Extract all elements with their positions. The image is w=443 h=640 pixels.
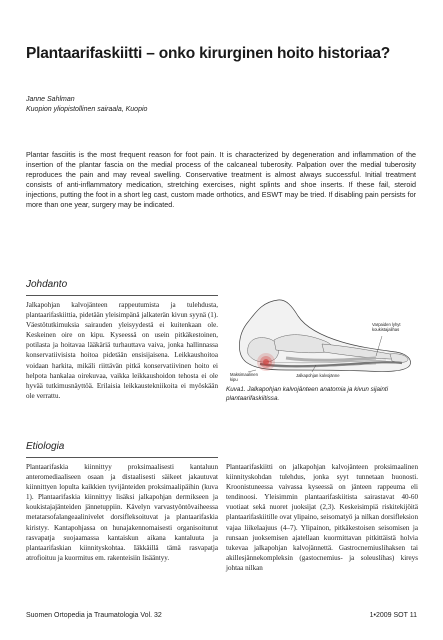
section-heading-johdanto: Johdanto bbox=[26, 279, 68, 290]
etiologia-paragraph-right: Plantaarifaskiitti on jalkapohjan kalvojänteen proksimaalinen kiinnityskohdan tulehdus, jonka syyt tunnetaan huonosti. Kroonistuneessa vaivassa kyseessä on jänteen rappeuma eli tendinoosi. Yleisimmin plantaarifaskiitista sairastavat 40-60 vuotiaat sekä nuoret juoksijat (2,3). Keskeisimpiä riskitekijöitä plantaarifaskiitille ovat ylipaino, seisomatyö ja nilkan dorsifleksion vajaa liikelaajuus (4–7). Ylipainon, pitkäkestoisen seisomisen ja runsaan juoksemisen ajatellaan kuormittavan pitkittäistä holvia tukevaa jalkapohjan kalvojännettä. Gastrocnemiuslihaksen tai akillesjännekompleksin (gastocnemius- ja soleuslihas) kireys johtaa nilkan bbox=[226, 463, 418, 572]
section-rule-johdanto-top bbox=[26, 295, 218, 296]
author-block bbox=[26, 95, 416, 115]
abstract: Plantar fasciitis is the most frequent reason for foot pain. It is characterized by degeneration and inflammation of the insertion of the plantar fascia on the medial process of the calcaneal tuberosity. Palpation over the medial tuberosity reproduces the pain and may reveal swelling. Conservative treatment is almost always successful. Initial treatment consists of anti-inflammatory medication, stretching exercises, night splints and shoe inserts. If these fail, steroid injections, putting the foot in a short leg cast, custom made orthotics, and ESWT may be tried. If disabling pain persists for more than one year, surgery may be indicated. bbox=[26, 150, 416, 209]
label-flexor-muscle: Varpaiden lyhyt koukistajalihas bbox=[372, 322, 401, 332]
johdanto-paragraph: Jalkapohjan kalvojänteen rappeutumista ja tulehdusta, plantaarifaskiittia, pidetään yleisimpänä jalkaterän kivun syynä (1). Väestötutkimuksia sairauden yleisyydestä ei kuitenkaan ole. Keskeinen oire on kipu. Kyseessä on usein pitkäkestoinen, potilasta ja hoitavaa lääkäriä turhauttava vaiva, jonka hallinnassa konservatiivisista hoitoa pidetään ensisijaisena. Leikkaushoitoa voidaan harkita, mikäli riittävän pitkä konservatiivinen hoito ei helpota hankalaa oirekuvaa, vaikka leikkaushoidon tehosta ei ole hyvää tutkimusnäyttöä. Erilaisia leikkaustekniikoita ei myöskään ole verrattu. bbox=[26, 301, 218, 400]
author-affiliation: Kuopion yliopistollinen sairaala, Kuopio bbox=[26, 106, 148, 113]
footer-issue: 1•2009 SOT 11 bbox=[369, 612, 417, 619]
section-heading-etiologia: Etiologia bbox=[26, 441, 65, 452]
author-name: Janne Sahlman bbox=[26, 96, 75, 103]
foot-anatomy-figure bbox=[226, 292, 418, 382]
label-max-pain: Maksimaalinen kipu bbox=[230, 372, 258, 382]
figure-caption: Kuva1. Jalkapohjan kalvojänteen anatomia ja kivun sijainti plantaarifaskiitissa. bbox=[226, 386, 389, 402]
label-plantar-fascia: Jalkapohjan kalvojänne bbox=[296, 373, 340, 378]
etiologia-paragraph-left: Plantaarifaskia kiinnittyy proksimaalisesti kantaluun anteromediaaliseen osaan ja distaalisesti säikeet jakautuvat kiinnittyen lopulta kaikkien tyvijänteiden proksimaalipäihin (kuva 1). Plantaarifaskia kiinnittyy lisäksi jalkapohjan dermikseen ja koukistajajänteiden jännetuppiin. Kävelyn varvastyöntövaiheessa metatarsofalangeaalinivelet dorsifleksoituvat ja plantaarifaskia kiristyy. Kantapohjassa on hunajakennomaisesti organisoitunut rasvapatja suojaamassa kantaiskun aikana kantaluuta ja plantaarifaskian kiinnityskohtaa. Iäkkäillä tämä rasvapatja atrofioituu ja kuormitus em. rakenteisiin lisääntyy. bbox=[26, 463, 218, 562]
footer-journal: Suomen Ortopedia ja Traumatologia Vol. 32 bbox=[26, 612, 162, 619]
article-title: Plantaarifaskiitti – onko kirurginen hoito historiaa? bbox=[26, 45, 391, 62]
foot-illustration bbox=[226, 292, 418, 382]
section-rule-etiologia bbox=[26, 457, 218, 458]
